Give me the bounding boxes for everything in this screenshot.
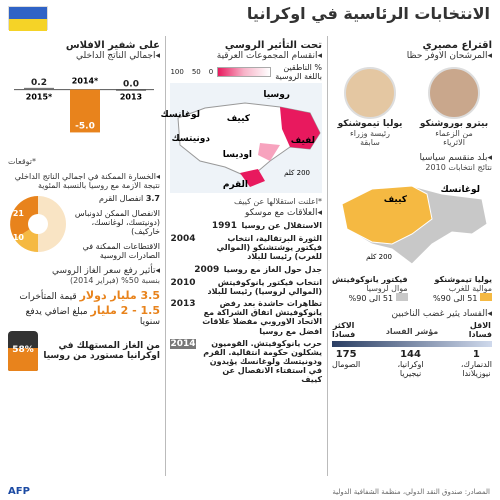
pie-label: 21: [12, 209, 24, 218]
subheading: ◂اجمالي الناتج الداخلي: [75, 51, 160, 61]
map-label: لوغانسك: [160, 110, 200, 120]
subheading: ◂المرشحان الاوفر حظا: [406, 51, 492, 61]
map-label: كييف: [383, 195, 407, 205]
subheading: ◂انقسام المجموعات العرقية: [216, 51, 322, 61]
map-label: دونيتسك: [171, 134, 210, 144]
candidate-desc: رئيسة وزراء: [349, 129, 391, 138]
candidate-2: [332, 67, 408, 147]
candidate-name: بيترو بوروشنكو: [419, 119, 489, 129]
right-column: [332, 40, 492, 378]
candidate-desc: سابقة: [360, 138, 380, 147]
timeline: [170, 221, 322, 385]
candidate-name: يوليا تيموشنكو: [337, 119, 403, 129]
legend-desc: موالية للغرب: [448, 284, 492, 293]
gdp-value-label: -5.0: [75, 121, 95, 132]
gdp-bar: [24, 88, 54, 90]
timeline-year: 2010: [170, 277, 196, 288]
legend-name: فيكتور يانوكوفيتش: [332, 275, 408, 284]
timeline-item: [170, 299, 322, 336]
loss-pie: [8, 194, 68, 254]
section-heading: على شفير الافلاس: [65, 40, 160, 51]
map-label: لفيف: [290, 136, 315, 146]
map-label: كييف: [226, 114, 250, 124]
candidate-1: [416, 67, 492, 147]
legend-desc: موال لروسيا: [366, 284, 408, 293]
candidate-desc: من الزعماء: [435, 129, 473, 138]
timeline-year: 2009: [194, 264, 220, 275]
subheading: ◂الخسارة الممكنة في اجمالي الناتج الداخلي نتيجة الازمة مع روسيا بالنسبة المئوية: [14, 172, 160, 190]
legend-gradient: [217, 67, 271, 77]
gas-canister-icon: 58%: [8, 331, 38, 371]
timeline-year: 2014: [170, 338, 196, 349]
gdp-bar: [116, 90, 146, 91]
source-note: المصادر: صندوق النقد الدولي، منظمة الشفافية الدولية: [332, 488, 490, 496]
gdp-chart: [8, 63, 160, 153]
map-scale: 200 كلم: [284, 169, 310, 177]
timeline-year: 2013: [170, 298, 196, 309]
gas-stat: 3.5 مليار دولار قيمة المتأخرات: [19, 289, 160, 302]
least-label: الاقل فسادا: [468, 321, 492, 339]
timeline-year: 2004: [170, 234, 196, 244]
timeline-text: الاستقلال عن روسيا: [241, 221, 322, 230]
legend-item: [433, 275, 492, 303]
section-heading: تحت التأثير الروسي: [224, 40, 322, 51]
legend-item: [332, 275, 408, 303]
left-column: [8, 40, 160, 371]
legend-pct: 51 الى 90%: [433, 294, 478, 303]
afp-logo: AFP: [8, 486, 30, 497]
corruption-scale-bar: [332, 341, 492, 347]
loss-item: الاقتطاعات الممكنة في الصادرات الروسية: [82, 242, 160, 260]
subheading: ◂بلد منقسم سياسيا: [419, 153, 492, 163]
legend-pct: 51 الى 90%: [348, 294, 394, 303]
gdp-category-label: 2013: [119, 92, 143, 102]
subheading-note: بنسبة 50% (فبراير 2014): [69, 276, 160, 285]
avatar: [344, 67, 396, 119]
subheading: ◂الفساد يثير غضب الناخبين: [391, 309, 492, 319]
timeline-item: [170, 265, 322, 275]
timeline-item: [170, 278, 322, 296]
map-label: لوغانسك: [440, 185, 480, 195]
rank-item: 1 الدنمارك، نيوزيلاندا: [460, 349, 492, 378]
section-heading: اقتراع مصيري: [422, 40, 492, 51]
middle-column: [160, 40, 322, 388]
language-map: [160, 83, 322, 193]
loss-item: الانفصال الممكن لدونباس (دونيتسك، لوغانسك، خاركيف): [74, 209, 160, 236]
timeline-year: 1991: [211, 221, 237, 231]
subheading: ◂تأثير رفع سعر الغاز الروسي: [52, 266, 160, 276]
map-label: اوديسا: [222, 150, 252, 160]
subheading-note: نتائج انتخابات 2010: [425, 163, 492, 172]
gdp-category-label: 2015*: [25, 92, 53, 102]
loss-item: 3.7 انفصال القرم: [98, 194, 160, 203]
gdp-note: *توقعات: [8, 157, 37, 166]
gdp-category-label: 2014*: [71, 76, 99, 86]
index-label: مؤشر الفساد: [385, 327, 439, 336]
map-scale: 200 كلم: [366, 253, 392, 261]
legend-swatch: [396, 293, 408, 301]
map-legend: [332, 275, 492, 303]
map-label: روسيا: [263, 90, 290, 100]
rank-item: 175 الصومال: [332, 349, 361, 369]
gdp-value-label: 0.0: [123, 79, 139, 90]
avatar: [428, 67, 480, 119]
timeline-item: [170, 339, 322, 385]
gas-stat: 1.5 - 2 مليار مبلغ اضافي يدفع سنويا: [25, 304, 160, 327]
map-label: القرم: [222, 180, 248, 190]
most-label: الاكثر فسادا: [332, 321, 356, 339]
legend-name: يوليا تيموشنكو: [434, 275, 492, 284]
subheading: ◂العلاقات مع موسكو: [245, 208, 322, 218]
pie-label: 10: [12, 233, 24, 242]
language-legend: % الناطقين باللغة الروسية 0 50 100: [170, 63, 322, 81]
map-note: *اعلنت استقلالها عن كييف: [233, 197, 322, 206]
timeline-text: الثورة البرتقالية، انتخاب فيكتور يوشتشنكو (الموالي للغرب) رئيسا للبلاد: [216, 234, 322, 262]
timeline-item: [170, 221, 322, 231]
candidate-desc: الاثرياء: [443, 138, 465, 147]
gas-import: من الغاز المستهلك في اوكرانيا مستورد من روسيا 58%: [8, 331, 160, 371]
election-map: [332, 174, 492, 269]
rank-item: 144 اوكرانيا، نيجيريا: [397, 349, 424, 378]
timeline-text: جدل حول الغاز مع روسيا: [223, 264, 322, 274]
timeline-text: حرب يانوكوفيتش. القوميون يشكلون حكومة انتقالية. القرم ودونيتسك ولوغانسك يؤيدون في استفتاء الانفصال عن كييف: [203, 338, 322, 385]
timeline-text: انتخاب فيكتور يانوكوفيتش (الموالي لروسيا) رئيسا للبلاد: [207, 277, 322, 296]
page-title: الانتخابات الرئاسية في اوكرانيا: [246, 4, 490, 23]
timeline-item: [170, 234, 322, 262]
legend-swatch: [480, 293, 492, 301]
column-divider: [165, 36, 166, 476]
timeline-text: تظاهرات حاشدة بعد رفض يانوكوفيتش اتفاق الشراكة مع الاتحاد الاوروبي مفضلا علاقات افضل مع روسيا: [202, 298, 322, 336]
ukraine-flag-icon: [8, 6, 48, 30]
gdp-value-label: 0.2: [31, 77, 47, 88]
column-divider: [327, 36, 328, 476]
